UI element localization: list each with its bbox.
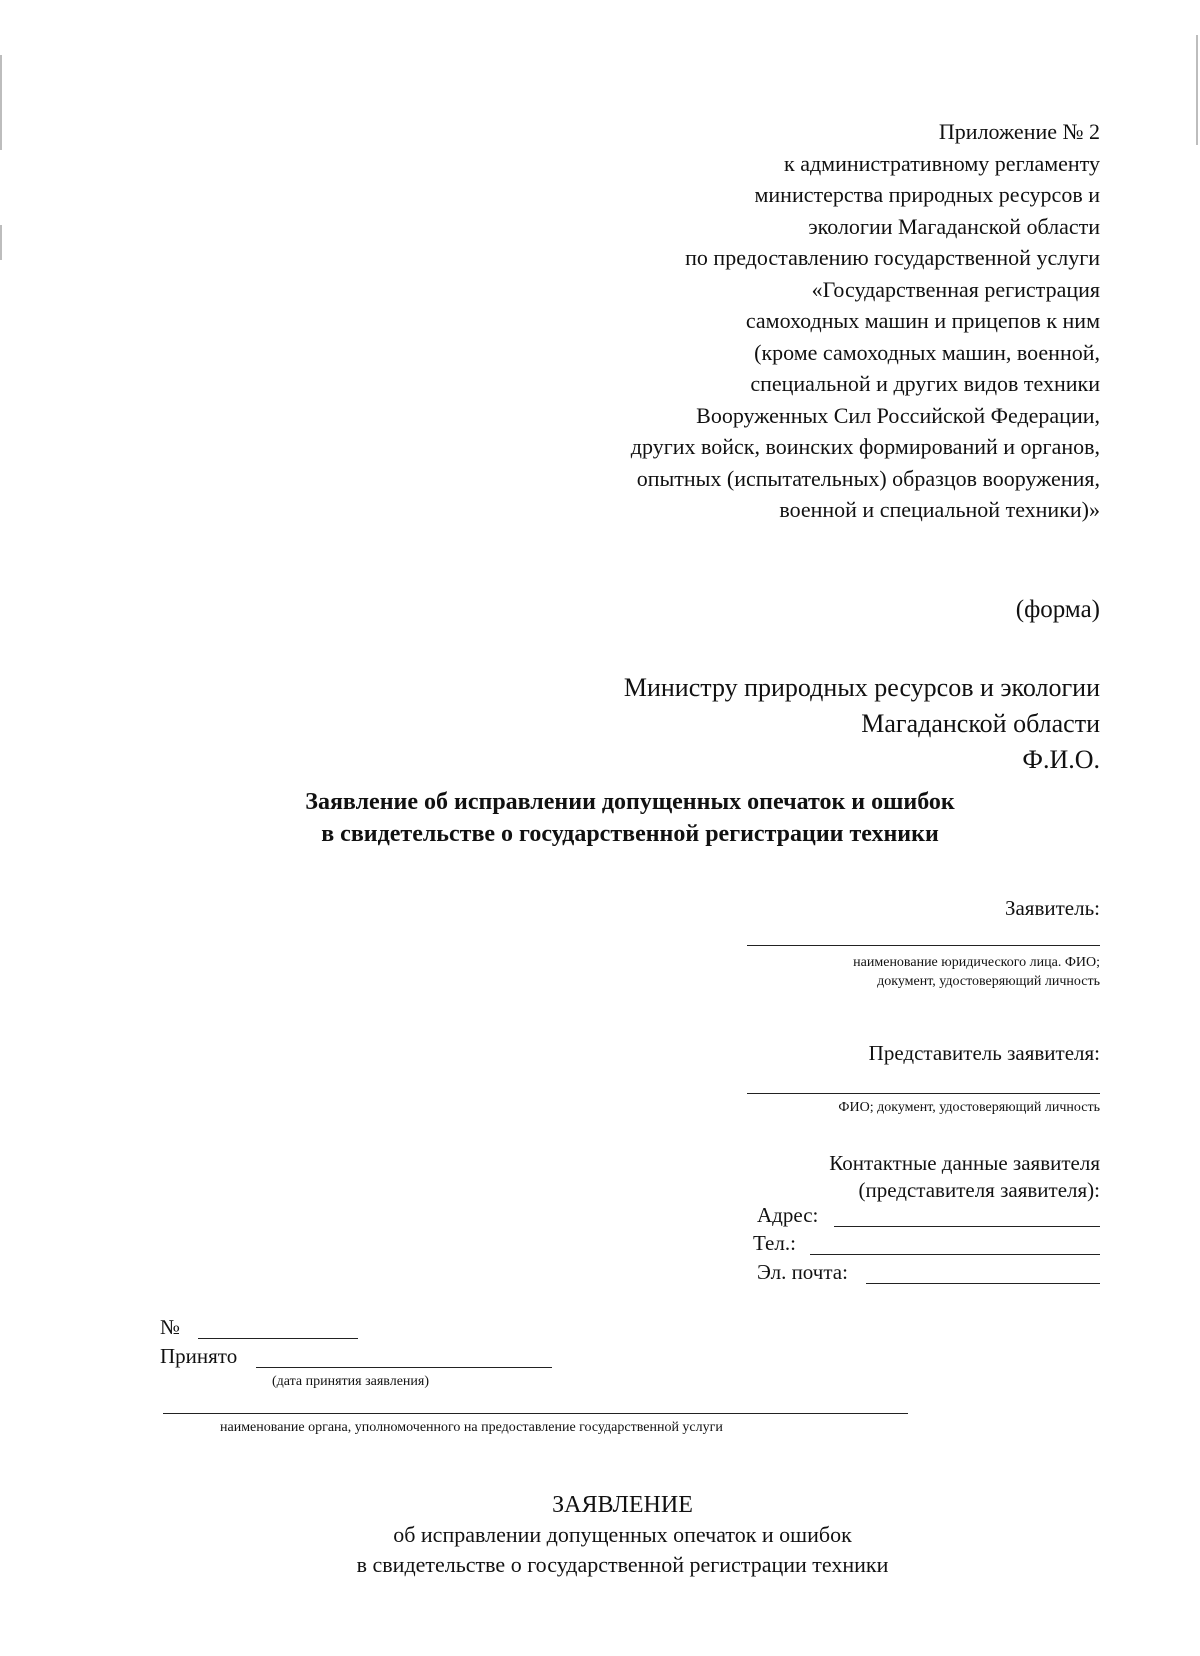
address-label: Адрес: — [757, 1203, 819, 1227]
appendix-header — [631, 116, 1100, 526]
contacts-heading-line: Контактные данные заявителя — [829, 1151, 1100, 1175]
form-label: (форма) — [1015, 596, 1100, 623]
scan-edge-mark — [1196, 35, 1198, 145]
authority-input-line[interactable] — [163, 1413, 908, 1414]
email-label: Эл. почта: — [757, 1260, 848, 1284]
statement-heading: ЗАЯВЛЕНИЕ — [552, 1492, 693, 1518]
statement-line-1: об исправлении допущенных опечаток и ошибок — [393, 1522, 852, 1547]
appendix-line: других войск, воинских формирований и органов, — [630, 434, 1100, 459]
appendix-line: министерства природных ресурсов и — [754, 182, 1100, 207]
contacts-heading — [829, 1150, 1100, 1204]
scan-edge-mark — [0, 225, 2, 260]
accepted-date-input-line[interactable] — [256, 1367, 552, 1368]
applicant-caption — [853, 953, 1100, 991]
title-line-2: в свидетельстве о государственной регистрации техники — [321, 821, 939, 847]
applicant-input-line[interactable] — [747, 945, 1100, 946]
number-input-line[interactable] — [198, 1338, 358, 1339]
contacts-heading-line: (представителя заявителя): — [858, 1178, 1100, 1202]
appendix-line: самоходных машин и прицепов к ним — [745, 308, 1100, 333]
appendix-line: специальной и других видов техники — [750, 371, 1100, 396]
authority-caption: наименование органа, уполномоченного на предоставление государственной услуги — [220, 1420, 723, 1435]
scan-edge-mark — [0, 55, 2, 150]
accepted-label: Принято — [160, 1344, 238, 1368]
email-input-line[interactable] — [866, 1283, 1100, 1284]
appendix-line: экологии Магаданской области — [808, 213, 1100, 239]
applicant-label: Заявитель: — [1004, 896, 1100, 920]
title-line-1: Заявление об исправлении допущенных опечаток и ошибок — [305, 789, 955, 815]
statement-title — [0, 1490, 1200, 1580]
appendix-line: (кроме самоходных машин, военной, — [754, 339, 1100, 365]
applicant-caption-line: наименование юридического лица. ФИО; — [853, 955, 1100, 970]
appendix-line: Вооруженных Сил Российской Федерации, — [696, 402, 1100, 428]
representative-caption: ФИО; документ, удостоверяющий личность — [838, 1100, 1100, 1115]
representative-input-line[interactable] — [747, 1093, 1100, 1094]
date-caption: (дата принятия заявления) — [272, 1374, 430, 1389]
appendix-line: военной и специальной техники)» — [779, 497, 1100, 522]
address-input-line[interactable] — [834, 1226, 1100, 1227]
statement-line-2: в свидетельстве о государственной регистрации техники — [356, 1552, 889, 1577]
appendix-line: «Государственная регистрация — [811, 276, 1100, 302]
addressee-line: Ф.И.О. — [1022, 745, 1100, 774]
document-title — [0, 786, 1200, 850]
appendix-line: по предоставлению государственной услуги — [685, 245, 1100, 270]
phone-label: Тел.: — [753, 1231, 796, 1255]
phone-input-line[interactable] — [810, 1254, 1100, 1255]
addressee-line: Магаданской области — [861, 709, 1100, 738]
applicant-caption-line: документ, удостоверяющий личность — [877, 974, 1100, 989]
appendix-line: к административному регламенту — [784, 150, 1100, 176]
number-label: № — [160, 1315, 181, 1339]
addressee-block — [624, 670, 1100, 778]
appendix-line: опытных (испытательных) образцов вооружения, — [636, 465, 1100, 491]
representative-label: Представитель заявителя: — [868, 1041, 1100, 1065]
appendix-line: Приложение № 2 — [938, 119, 1100, 144]
addressee-line: Министру природных ресурсов и экологии — [623, 673, 1100, 702]
